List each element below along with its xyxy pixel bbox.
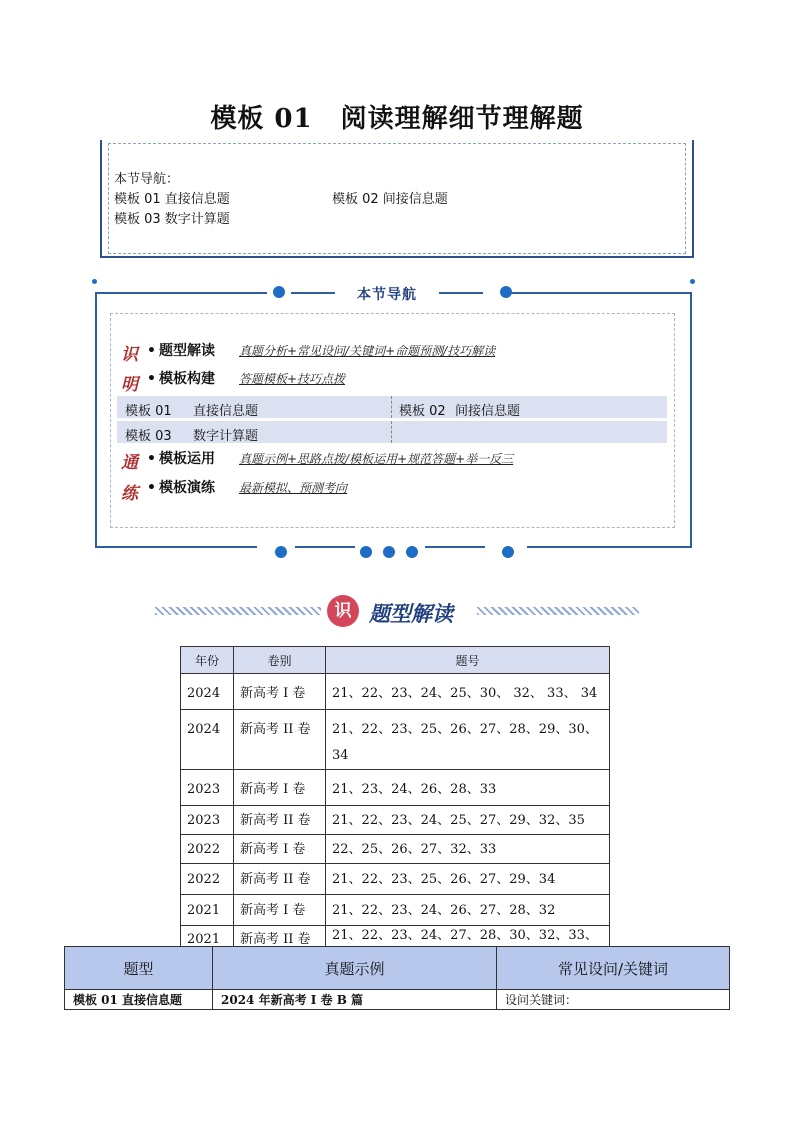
decor-dot bbox=[500, 286, 512, 298]
section-badge-icon: 识 bbox=[327, 595, 359, 627]
table-row: 2021 新高考 I 卷 21、22、23、24、26、27、28、32 bbox=[181, 895, 610, 926]
title-template-code: 模板 01 bbox=[210, 104, 313, 134]
guide-row-note: 真题分析+常见设问/关键词+命题预测/技巧解读 bbox=[239, 344, 496, 358]
table-row: 2022 新高考 I 卷 22、25、26、27、32、33 bbox=[181, 835, 610, 864]
nav-item-template-02[interactable]: 模板 02 间接信息题 bbox=[332, 192, 448, 207]
guide-row-note: 真题示例+思路点拨/模板运用+规范答题+举一反三 bbox=[239, 452, 514, 466]
table-row: 2024 新高考 II 卷 21、22、23、25、26、27、28、29、30、34 bbox=[181, 710, 610, 770]
template-name: 直接信息题 bbox=[193, 404, 259, 419]
col-header-example: 真题示例 bbox=[213, 947, 497, 990]
guide-row-note: 答题模板+技巧点拨 bbox=[239, 372, 346, 386]
page-title bbox=[0, 98, 794, 135]
col-header-keywords: 常见设问/关键词 bbox=[497, 947, 730, 990]
table-row: 2021 新高考 II 卷 21、22、23、24、27、28、30、32、33、 bbox=[181, 926, 610, 964]
side-char: 识 bbox=[121, 345, 138, 365]
side-char: 明 bbox=[121, 375, 138, 395]
template-code: 模板 01 bbox=[125, 404, 172, 419]
nav-item-template-01[interactable]: 模板 01 直接信息题 bbox=[114, 192, 230, 207]
section-guide-label: 本节导航 bbox=[357, 287, 417, 303]
template-name: 间接信息题 bbox=[455, 404, 521, 419]
section-guide-panel bbox=[95, 282, 692, 558]
side-char: 通 bbox=[121, 453, 138, 473]
exam-year-table bbox=[180, 646, 610, 964]
col-header-year: 年份 bbox=[181, 647, 234, 674]
question-type-table bbox=[64, 946, 730, 1010]
guide-row-item: • 模板运用 bbox=[147, 451, 215, 467]
side-char: 练 bbox=[121, 484, 138, 504]
section-banner bbox=[155, 594, 639, 628]
table-row: 2022 新高考 II 卷 21、22、23、25、26、27、29、34 bbox=[181, 864, 610, 895]
template-row bbox=[117, 396, 667, 418]
title-text: 阅读理解细节理解题 bbox=[340, 104, 584, 134]
table-row: 2023 新高考 I 卷 21、23、24、26、28、33 bbox=[181, 770, 610, 806]
template-code: 模板 03 bbox=[125, 429, 172, 444]
col-header-paper: 卷别 bbox=[234, 647, 326, 674]
table-row: 2024 新高考 I 卷 21、22、23、24、25、30、 32、 33、 34 bbox=[181, 674, 610, 710]
col-header-questions: 题号 bbox=[326, 647, 610, 674]
guide-row-item: • 模板构建 bbox=[147, 371, 215, 387]
guide-row-item: • 模板演练 bbox=[147, 480, 215, 496]
nav-item-template-03[interactable]: 模板 03 数字计算题 bbox=[114, 212, 230, 227]
table-row: 2023 新高考 II 卷 21、22、23、24、25、27、29、32、35 bbox=[181, 806, 610, 835]
guide-row-note: 最新模拟、预测考向 bbox=[239, 481, 348, 495]
table-row: 模板 01 直接信息题 2024 年新高考 I 卷 B 篇 设问关键词： bbox=[65, 990, 730, 1010]
guide-row-item: • 题型解读 bbox=[147, 343, 215, 359]
template-row bbox=[117, 421, 667, 443]
section-banner-title: 题型解读 bbox=[369, 601, 453, 626]
template-name: 数字计算题 bbox=[193, 429, 259, 444]
col-header-type: 题型 bbox=[65, 947, 213, 990]
nav-heading: 本节导航： bbox=[114, 172, 180, 187]
template-code: 模板 02 bbox=[399, 404, 446, 419]
decor-dot bbox=[273, 286, 285, 298]
section-nav-box bbox=[100, 140, 694, 258]
